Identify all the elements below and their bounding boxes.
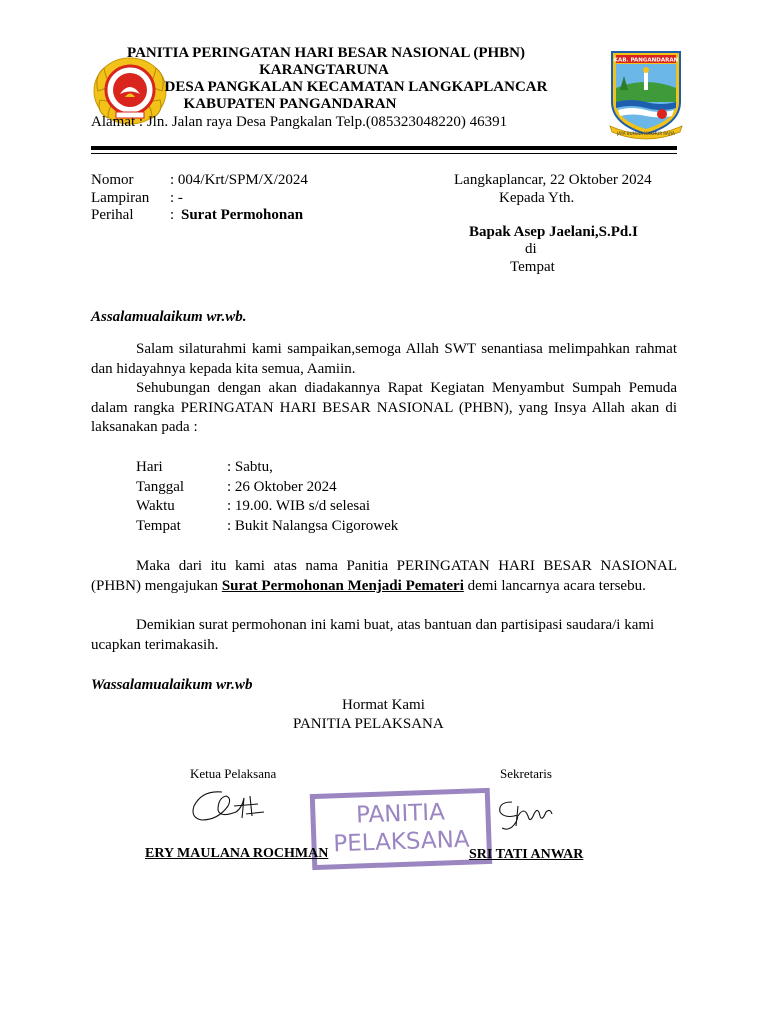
header-address: Alamat : Jln. Jalan raya Desa Pangkalan Telp.(085323048220) 46391 [91,114,508,130]
place-date: Langkaplancar, 22 Oktober 2024 [454,172,652,188]
schedule-value: : 26 Oktober 2024 [227,478,337,495]
paragraph-3-text-a: Maka dari itu kami atas nama Panitia PERINGATAN HARI BESAR NASIONAL (PHBN) mengajukan [91,558,677,594]
header-divider-thin [91,153,677,154]
perihal-colon: : [170,207,175,223]
hormat-kami: Hormat Kami [342,697,425,713]
schedule-value: : Bukit Nalangsa Cigorowek [227,518,399,535]
header-line-3: DESA PANGKALAN KECAMATAN LANGKAPLANCAR [164,79,548,95]
lampiran-label: Lampiran [91,190,150,206]
sekretaris-name: SRI TATI ANWAR [469,847,584,862]
paragraph-4: Demikian surat permohonan ini kami buat, atas bantuan dan partisipasi saudara/i kami ucapkan terimakasih. [91,617,655,653]
paragraph-3 [91,557,677,596]
ketua-signature [188,784,268,826]
perihal-label: Perihal [91,207,134,223]
paragraph-1: Salam silaturahmi kami sampaikan,semoga Allah SWT senantiasa melimpahkan rahmat dan hidayahnya kepada kita semua, Aamiin. [91,341,677,377]
sekretaris-signature [494,796,556,834]
schedule-value: : 19.00. WIB s/d selesai [227,498,371,515]
recipient-name: Bapak Asep Jaelani,S.Pd.I [469,224,638,240]
stamp-line-2: PELAKSANA [332,826,470,858]
perihal-value: Surat Permohonan [181,207,304,223]
recipient-tempat: Tempat [510,259,555,275]
kepada-yth: Kepada Yth. [499,190,575,206]
header-line-4: KABUPATEN PANGANDARAN [183,96,397,112]
svg-text:JAYA BUMINA MAKMUR RAJYA: JAYA BUMINA MAKMUR RAJYA [617,131,675,136]
lampiran-value: : - [170,190,183,206]
stamp-line-1: PANITIA [355,799,446,829]
schedule-label: Waktu [136,498,175,515]
panitia-stamp [310,788,493,870]
ketua-name: ERY MAULANA ROCHMAN [145,846,329,861]
greeting: Assalamualaikum wr.wb. [91,309,247,325]
paragraph-3-text-c: demi lancarnya acara tersebu. [463,577,646,594]
ketua-title: Ketua Pelaksana [190,766,277,781]
paragraph-2: Sehubungan dengan akan diadakannya Rapat Kegiatan Menyambut Sumpah Pemuda dalam rangka PERINGATAN HARI BESAR NASIONAL (PHBN), yang Insya Allah akan di laksanakan pada : [91,380,677,435]
header-line-1: PANITIA PERINGATAN HARI BESAR NASIONAL (PHBN) [127,45,525,61]
svg-text:KAB. PANGANDARAN: KAB. PANGANDARAN [613,57,679,64]
schedule-value: : Sabtu, [227,459,273,475]
nomor-value: : 004/Krt/SPM/X/2024 [170,172,308,188]
paragraph-3-emphasis: Surat Permohonan Menjadi Pemateri [221,577,464,594]
closing-greeting: Wassalamualaikum wr.wb [91,677,253,693]
schedule-label: Hari [136,459,163,475]
sekretaris-title: Sekretaris [500,766,552,781]
header-divider-thick [91,146,677,150]
nomor-label: Nomor [91,172,134,188]
schedule-label: Tanggal [136,478,185,495]
panitia-pelaksana: PANITIA PELAKSANA [293,716,444,732]
header-line-2: KARANGTARUNA [259,62,389,78]
recipient-di: di [525,241,537,257]
schedule-label: Tempat [136,518,181,535]
